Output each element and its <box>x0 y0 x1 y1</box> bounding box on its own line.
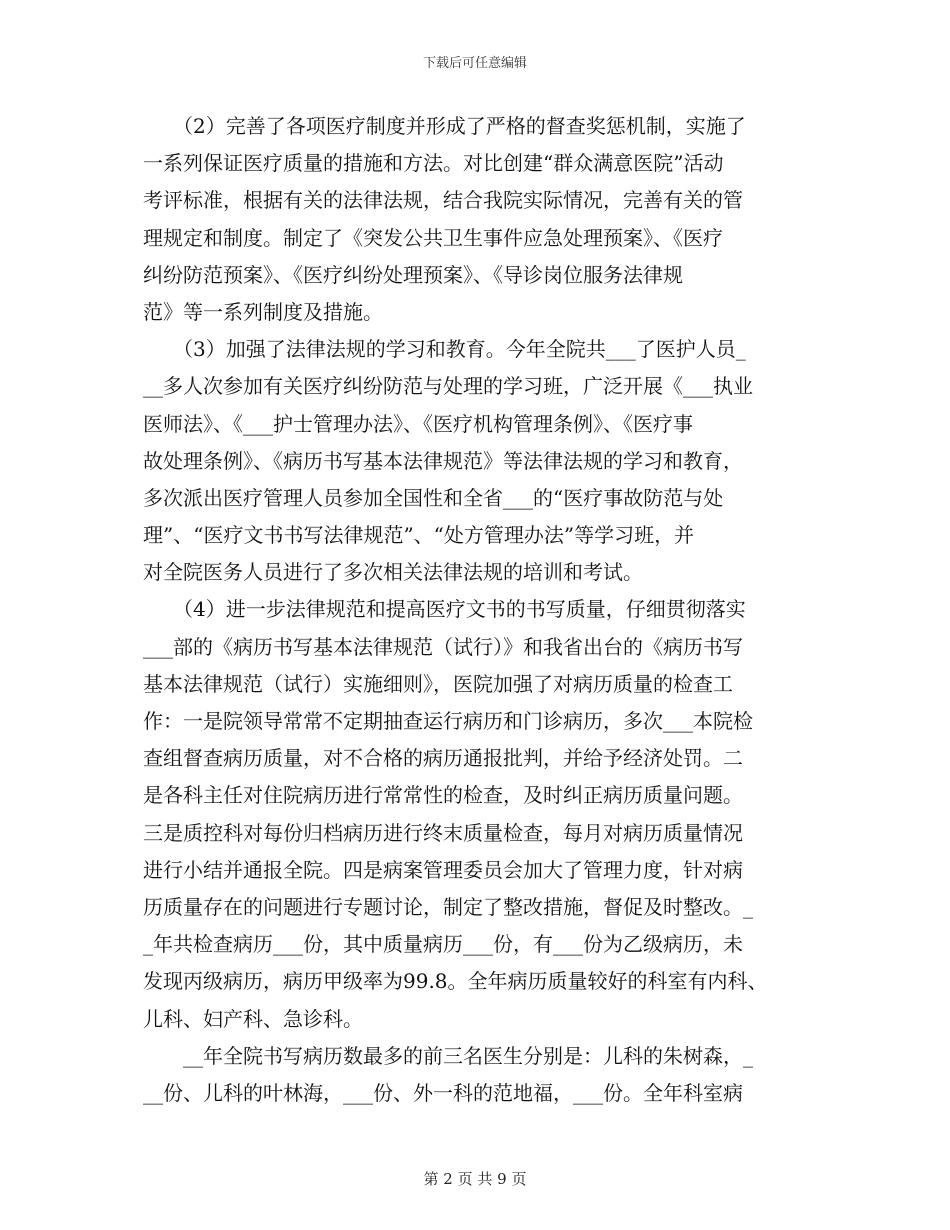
text-line: （4）进一步法律规范和提高医疗文书的书写质量，仔细贯彻落实 <box>143 597 746 622</box>
text-line: 查组督查病历质量，对不合格的病历通报批判，并给予经济处罚。二 <box>143 746 743 771</box>
text-line: 故处理条例》、《病历书写基本法律规范》等法律法规的学习和教育， <box>143 448 743 473</box>
text-line: __年全院书写病历数最多的前三名医生分别是：儿科的朱树森，_ <box>143 1043 753 1068</box>
text-line: 历质量存在的问题进行专题讨论，制定了整改措施，督促及时整改。_ <box>143 894 753 919</box>
text-line: （3）加强了法律法规的学习和教育。今年全院共___了医护人员_ <box>143 337 746 362</box>
text-line: 多次派出医疗管理人员参加全国性和全省___的“医疗事故防范与处 <box>143 485 724 510</box>
text-line: 作：一是院领导常常不定期抽查运行病历和门诊病历，多次___本院检 <box>143 709 753 733</box>
text-line: 基本法律规范（试行）实施细则》，医院加强了对病历质量的检查工 <box>143 671 733 696</box>
text-line: __份、儿科的叶林海，___份、外一科的范地福，___份。全年科室病 <box>143 1080 743 1105</box>
text-line: 理”、“医疗文书书写法律规范”、“处方管理办法”等学习班，并 <box>143 523 695 548</box>
text-line: 进行小结并通报全院。四是病案管理委员会加大了管理力度，针对病 <box>143 857 743 882</box>
text-line: ___部的《病历书写基本法律规范（试行）》和我省出台的《病历书写 <box>143 634 743 659</box>
text-line: 儿科、妇产科、急诊科。 <box>143 1006 363 1031</box>
text-line: 理规定和制度。制定了《突发公共卫生事件应急处理预案》、《医疗 <box>143 225 723 250</box>
text-line: 对全院医务人员进行了多次相关法律法规的培训和考试。 <box>143 560 643 585</box>
text-line: 纠纷防范预案》、《医疗纠纷处理预案》、《导诊岗位服务法律规 <box>143 262 683 287</box>
text-line: （2）完善了各项医疗制度并形成了严格的督查奖惩机制，实施了 <box>143 114 746 138</box>
document-body <box>143 108 803 1112</box>
text-line: 范》等一系列制度及措施。 <box>143 299 383 324</box>
text-line: 考评标准，根据有关的法律法规，结合我院实际情况，完善有关的管 <box>143 188 743 213</box>
text-line: 医师法》、《___护士管理办法》、《医疗机构管理条例》、《医疗事 <box>143 411 693 436</box>
text-line: 一系列保证医疗质量的措施和方法。对比创建“群众满意医院”活动 <box>143 151 724 176</box>
page-header: 下载后可任意编辑 <box>422 56 527 71</box>
text-line: 三是质控科对每份归档病历进行终末质量检查，每月对病历质量情况 <box>143 820 743 845</box>
text-line: 发现丙级病历，病历甲级率为99.8。全年病历质量较好的科室有内科、 <box>143 969 768 994</box>
text-line: _年共检查病历___份，其中质量病历___份，有___份为乙级病历，未 <box>143 932 743 957</box>
text-line: __多人次参加有关医疗纠纷防范与处理的学习班，广泛开展《___执业 <box>143 374 753 399</box>
text-line: 是各科主任对住院病历进行常常性的检查，及时纠正病历质量问题。 <box>143 783 743 808</box>
page-footer: 第 2 页 共 9 页 <box>423 1170 527 1188</box>
